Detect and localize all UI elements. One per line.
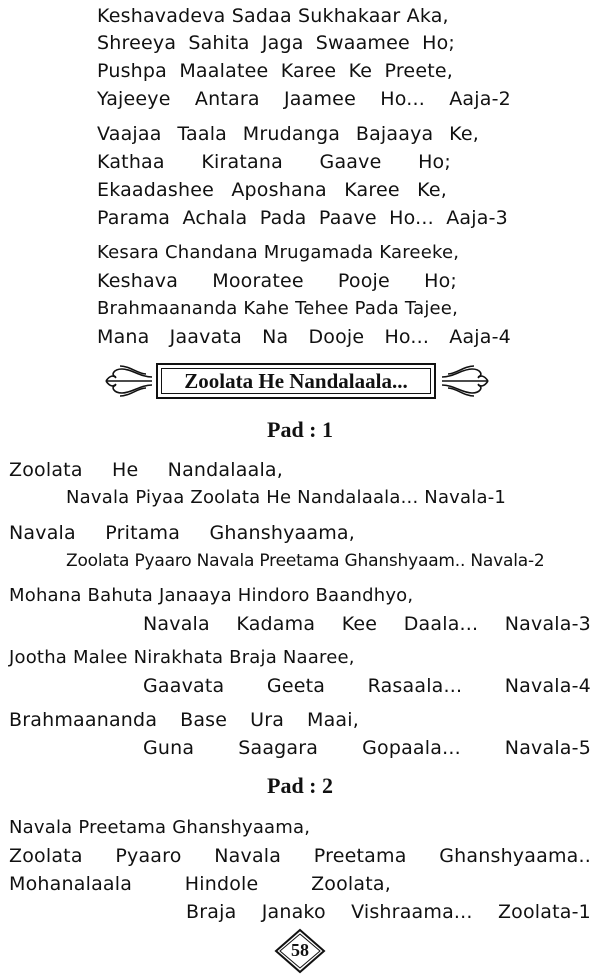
word: Mrudanga bbox=[242, 123, 341, 145]
word: Gaavata bbox=[143, 675, 225, 697]
word: Navala-3 bbox=[504, 613, 591, 635]
section-title: Zoolata He Nandalaala... bbox=[184, 368, 408, 393]
word: Aaja-2 bbox=[449, 88, 511, 110]
word: Yajeeye bbox=[97, 88, 171, 110]
word: Swaamee bbox=[315, 32, 410, 54]
verse-line: Brahmaananda Kahe Tehee Pada Tajee, bbox=[97, 298, 458, 319]
word: Ghanshyaama.. bbox=[439, 845, 591, 867]
verse-line bbox=[97, 176, 447, 204]
verse-line bbox=[97, 57, 453, 85]
word: Aposhana bbox=[231, 179, 327, 201]
word: Aaja-4 bbox=[449, 326, 511, 348]
word: Pushpa bbox=[97, 60, 168, 82]
word: Kiratana bbox=[201, 151, 283, 173]
verse-line bbox=[97, 85, 511, 113]
word: Jaga bbox=[261, 32, 304, 54]
word: Daala... bbox=[403, 613, 479, 635]
pad-line: Jootha Malee Nirakhata Braja Naaree, bbox=[9, 647, 355, 668]
pad-line bbox=[143, 610, 591, 638]
word: Saagara bbox=[238, 737, 319, 759]
word: Aaja-3 bbox=[446, 207, 508, 229]
pad-line bbox=[9, 456, 283, 484]
word: Pooje bbox=[337, 270, 390, 292]
word: Zoolata, bbox=[311, 873, 391, 895]
word: Navala-4 bbox=[504, 675, 591, 697]
word: Kadama bbox=[236, 613, 316, 635]
word: Base bbox=[180, 709, 228, 731]
word: Janako bbox=[261, 901, 326, 923]
page-number: 58 bbox=[291, 940, 309, 960]
word: Ke bbox=[348, 60, 373, 82]
word: Kathaa bbox=[97, 151, 165, 173]
word: Hindole bbox=[184, 873, 259, 895]
word: Brahmaananda bbox=[9, 709, 158, 731]
pad-line bbox=[143, 672, 591, 700]
pad-line: Navala Preetama Ghanshyaama, bbox=[9, 817, 311, 838]
verse-line bbox=[97, 120, 479, 148]
word: Keshava bbox=[97, 270, 179, 292]
word: Taala bbox=[177, 123, 228, 145]
word: Gaave bbox=[319, 151, 382, 173]
word: Pritama bbox=[105, 522, 181, 544]
word: Zoolata-1 bbox=[497, 901, 591, 923]
word: Karee bbox=[280, 60, 337, 82]
word: Pada bbox=[259, 207, 307, 229]
pad-line bbox=[9, 842, 591, 870]
word: Ho; bbox=[418, 151, 451, 173]
word: Rasaala... bbox=[367, 675, 463, 697]
pad-line bbox=[143, 734, 591, 762]
word: Parama bbox=[97, 207, 171, 229]
word: Mooratee bbox=[212, 270, 304, 292]
word: Sahita bbox=[188, 32, 250, 54]
verse-line bbox=[97, 323, 511, 351]
word: Mohanalaala bbox=[9, 873, 133, 895]
word: He bbox=[111, 459, 139, 481]
word: Ke, bbox=[417, 179, 447, 201]
word: Navala bbox=[9, 522, 76, 544]
word: Dooje bbox=[308, 326, 365, 348]
word: Ghanshyaama, bbox=[209, 522, 355, 544]
pad-2-heading: Pad : 2 bbox=[267, 773, 333, 798]
verse-line bbox=[97, 148, 451, 176]
word: Karee bbox=[344, 179, 400, 201]
word: Preete, bbox=[384, 60, 453, 82]
pad-line bbox=[9, 706, 359, 734]
word: Navala-5 bbox=[504, 737, 591, 759]
word: Vaajaa bbox=[97, 123, 162, 145]
verse-line: Kesara Chandana Mrugamada Kareeke, bbox=[97, 242, 460, 263]
pad-line: Mohana Bahuta Janaaya Hindoro Baandhyo, bbox=[9, 585, 414, 606]
pad-line bbox=[9, 519, 355, 547]
word: Na bbox=[262, 326, 289, 348]
word: Ura bbox=[250, 709, 285, 731]
word: Mana bbox=[97, 326, 150, 348]
right-flourish-ornament bbox=[440, 363, 492, 399]
pad-1-heading: Pad : 1 bbox=[267, 417, 333, 442]
word: Maai, bbox=[306, 709, 359, 731]
verse-line bbox=[97, 204, 508, 232]
word: Nandalaala, bbox=[167, 459, 283, 481]
section-title-frame bbox=[156, 363, 436, 399]
verse-line bbox=[97, 267, 457, 295]
word: Ekaadashee bbox=[97, 179, 214, 201]
pad-line bbox=[9, 870, 391, 898]
word: Jaamee bbox=[283, 88, 356, 110]
word: Preetama bbox=[313, 845, 407, 867]
word: Maalatee bbox=[179, 60, 269, 82]
verse-line bbox=[97, 29, 455, 57]
word: Antara bbox=[194, 88, 260, 110]
verse-line: Keshavadeva Sadaa Sukhakaar Aka, bbox=[97, 5, 449, 27]
word: Gopaala... bbox=[362, 737, 461, 759]
word: Ho... bbox=[389, 207, 434, 229]
word: Paave bbox=[318, 207, 377, 229]
word: Ho... bbox=[380, 88, 425, 110]
pad-line: Navala Piyaa Zoolata He Nandalaala... Navala-1 bbox=[66, 487, 507, 508]
word: Zoolata bbox=[9, 845, 83, 867]
word: Achala bbox=[182, 207, 248, 229]
pad-line: Zoolata Pyaaro Navala Preetama Ghanshyaam.. Navala-2 bbox=[66, 551, 545, 571]
word: Navala bbox=[143, 613, 210, 635]
word: Geeta bbox=[266, 675, 326, 697]
word: Kee bbox=[341, 613, 378, 635]
left-flourish-ornament bbox=[102, 363, 154, 399]
word: Ho; bbox=[424, 270, 457, 292]
word: Ho... bbox=[384, 326, 430, 348]
pad-line bbox=[186, 898, 591, 926]
word: Navala bbox=[214, 845, 282, 867]
word: Guna bbox=[143, 737, 195, 759]
word: Vishraama... bbox=[351, 901, 473, 923]
word: Shreeya bbox=[97, 32, 177, 54]
word: Jaavata bbox=[169, 326, 242, 348]
word: Bajaaya bbox=[355, 123, 434, 145]
word: Ke, bbox=[449, 123, 479, 145]
word: Braja bbox=[186, 901, 237, 923]
word: Ho; bbox=[422, 32, 455, 54]
word: Pyaaro bbox=[115, 845, 182, 867]
word: Zoolata bbox=[9, 459, 83, 481]
